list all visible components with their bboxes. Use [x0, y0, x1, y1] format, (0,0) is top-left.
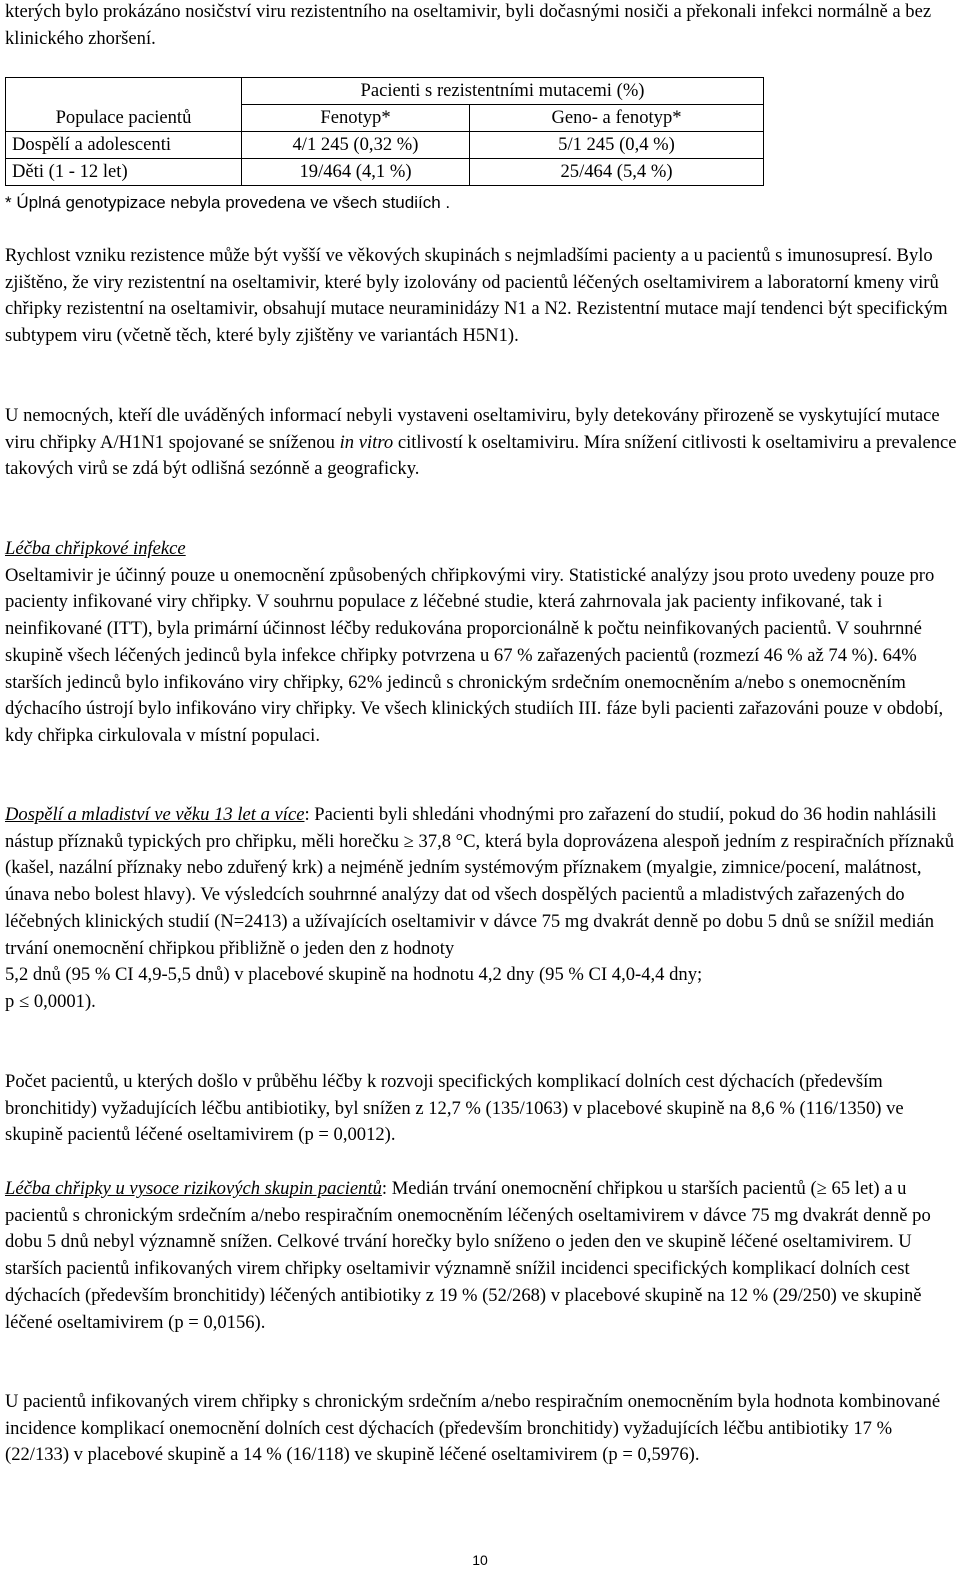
table-cell-population: Dospělí a adolescenti: [6, 132, 242, 159]
table-empty-cell: [6, 78, 242, 105]
table-cell-geno-phenotype: 5/1 245 (0,4 %): [470, 132, 764, 159]
table-group-header: Pacienti s rezistentními mutacemi (%): [242, 78, 764, 105]
paragraph-natural-mutations: [5, 403, 957, 483]
table-header-geno-phenotype: Geno- a fenotyp*: [470, 105, 764, 132]
paragraph-text: p: [5, 990, 19, 1012]
section-heading: Léčba chřipkové infekce: [5, 538, 186, 559]
table-cell-population: Děti (1 - 12 let): [6, 159, 242, 186]
resistance-table: [5, 77, 764, 186]
section-high-risk-groups: [5, 1176, 957, 1336]
table-header-row: [6, 105, 764, 132]
greater-equal-symbol: ≥: [816, 1178, 827, 1199]
section-heading: Dospělí a mladiství ve věku 13 let a více: [5, 804, 305, 825]
section-heading: Léčba chřipky u vysoce rizikových skupin pacientů: [5, 1178, 382, 1199]
table-header-phenotype: Fenotyp*: [242, 105, 470, 132]
page-number: 10: [472, 1552, 488, 1568]
section-influenza-treatment: [5, 536, 957, 750]
greater-equal-symbol: ≥: [403, 830, 414, 852]
less-equal-symbol: ≤: [18, 990, 30, 1012]
paragraph-text: citlivostí k oseltamiviru. Míra snížení citlivosti k oseltamiviru a prevalence takových virů se zdá být odlišná sezónně a geograficky.: [5, 431, 957, 480]
section-adults-adolescents: [5, 802, 957, 1016]
paragraph-text: : Pacienti byli shledáni vhodnými pro zařazení do studií, pokud do 36 hodin nahlásili nástup příznaků typických pro chřipku, měli horečku: [5, 804, 937, 852]
paragraph-text: U nemocných, kteří dle uváděných informací nebyli vystaveni oseltamiviru, byly detekovány přirozeně se vyskytující mutace viru chřipky A/H1N1 spojované se sníženou: [5, 405, 940, 453]
paragraph-text: 0,0001).: [29, 990, 96, 1012]
paragraph-text: Oseltamivir je účinný pouze u onemocnění způsobených chřipkovými viry. Statistické analýzy jsou proto uvedeny pouze pro pacienty infikované viry chřipky. V souhrnu populace z léčebné studie, která zahrnovala jak pacienty infikované, tak i neinfikované (ITT), byla primární účinnost léčby redukována proporcionálně k počtu neinfikovaných pacientů. V souhrnné skupině všech léčených jedinců byla infekce chřipky potvrzena u 67 % zařazených pacientů (rozmezí 46 % až 74 %). 64% starších jedinců bylo infikováno viry chřipky, 62% jedinců s chronickým srdečním onemocněním a/nebo s onemocněním dýchacího ústrojí bylo infikováno viry chřipky. Ve všech klinických studiích III. fáze byli pacienti zařazováni pouze v období, kdy chřipka cirkulovala v místní populaci.: [5, 564, 944, 746]
table-row: [6, 132, 764, 159]
paragraph-text: 37,8 °C, která byla doprovázena alespoň jedním z respiračních příznaků (kašel, nazální příznaky nebo zduřený krk) a nejméně jedním systémovým příznakem (myalgie, zimnice/pocení, malátnost, únava nebo bolest hlavy). Ve výsledcích souhrnné analýzy dat od všech dospělých pacientů a mladistvých zařazených do léčebných klinických studií (N=2413) a užívajících oseltamivir v dávce 75 mg dvakrát denně po dobu 5 dnů se snížil medián trvání onemocnění chřipkou přibližně o jeden den z hodnoty: [5, 830, 955, 959]
paragraph-resistance-rate: Rychlost vzniku rezistence může být vyšší ve věkových skupinách s nejmladšími pacienty a u pacientů s imunosupresí. Bylo zjištěno, že viry rezistentní na oseltamivir, které byly izolovány od pacientů léčených oseltamivirem a laboratorní kmeny virů chřipky rezistentní na oseltamivir, obsahují mutace neuraminidázy N1 a N2. Rezistentní mutace mají tendenci být specifickým subtypem viru (včetně těch, které byly zjištěny ve variantách H5N1).: [5, 245, 948, 347]
paragraph-text: : Medián trvání onemocnění chřipkou u starších pacientů (: [381, 1178, 817, 1199]
italic-term: in vitro: [339, 431, 394, 453]
paragraph-chronic-patients: U pacientů infikovaných virem chřipky s chronickým srdečním a/nebo respiračním onemocněním byla hodnota kombinované incidence komplikací onemocnění dolních cest dýchacích (především bronchitidy) vyžadujících léčbu antibiotiky 17 % (22/133) v placebové skupině a 14 % (16/118) ve skupině léčené oseltamivirem (p = 0,5976).: [5, 1391, 941, 1466]
table-cell-phenotype: 19/464 (4,1 %): [242, 159, 470, 186]
paragraph-text: 5,2 dnů (95 % CI 4,9-5,5 dnů) v placebové skupině na hodnotu 4,2 dny (95 % CI 4,0-4,4 dny;: [5, 964, 703, 986]
table-cell-geno-phenotype: 25/464 (5,4 %): [470, 159, 764, 186]
table-footnote: * Úplná genotypizace nebyla provedena ve všech studiích .: [5, 193, 451, 212]
paragraph-complications: Počet pacientů, u kterých došlo v průběhu léčby k rozvoji specifických komplikací dolních cest dýchacích (především bronchitidy) vyžadujících léčbu antibiotiky, byl snížen z 12,7 % (135/1063) v placebové skupině na 8,6 % (116/1350) ve skupině pacientů léčené oseltamivirem (p = 0,0012).: [5, 1071, 904, 1146]
table-row: [6, 159, 764, 186]
table-cell-phenotype: 4/1 245 (0,32 %): [242, 132, 470, 159]
table-group-header-row: [6, 78, 764, 105]
table-header-population: Populace pacientů: [6, 105, 242, 132]
paragraph-text: 65 let) a u pacientů s chronickým srdečním a/nebo respiračním onemocněním léčených oseltamivirem v dávce 75 mg dvakrát denně po dobu 5 dnů nebyl významně snížen. Celkové trvání horečky bylo sníženo o jeden den ve skupině léčené oseltamivirem. U starších pacientů infikovaných virem chřipky oseltamivir významně snížil incidenci specifických komplikací dolních cest dýchacích (především bronchitidy) léčených antibiotiky z 19 % (52/268) v placebové skupině na 12 % (29/250) ve skupině léčené oseltamivirem (p = 0,0156).: [5, 1178, 931, 1333]
intro-paragraph: kterých bylo prokázáno nosičství viru rezistentního na oseltamivir, byli dočasnými nosiči a překonali infekci normálně a bez klinického zhoršení.: [5, 1, 932, 49]
